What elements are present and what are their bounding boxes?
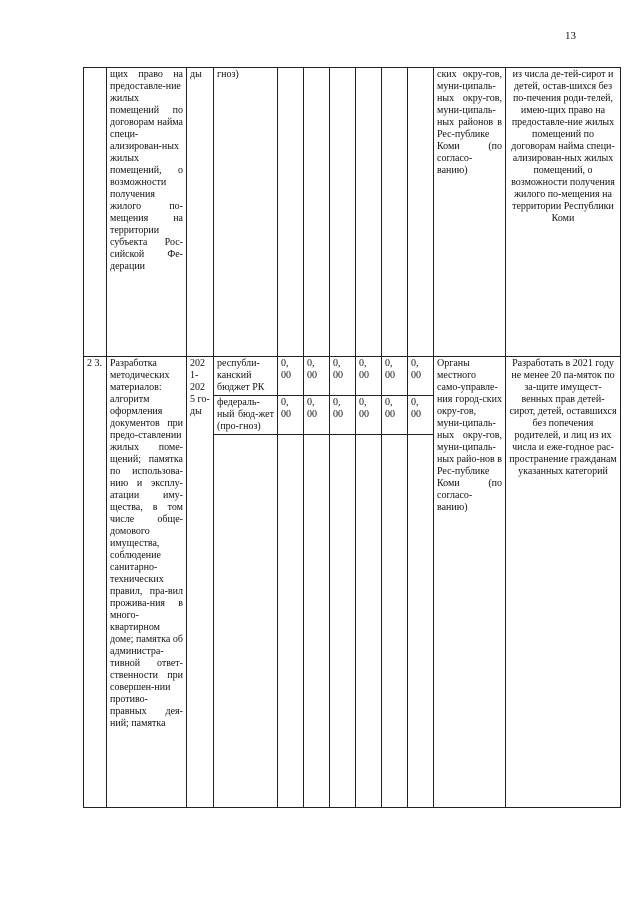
period: 202 1-202 5 го-ды [187, 357, 214, 808]
value-cell: 0, 00 [304, 357, 330, 396]
funding-source-fed: федераль-ный бюд-жет (про-гноз) [214, 396, 278, 435]
page-number: 13 [565, 30, 576, 42]
row-number [84, 68, 107, 357]
expected-result: из числа де-тей-сирот и детей, остав-шихся без по-печения роди-телей, имею-щих право на предоставле-ние жилых помещений по договорам найма специ-ализирован-ных жилых помещений, о возможности получения жилого по-мещения на территории Республики Коми [506, 68, 621, 357]
value-cell: 0, 00 [356, 357, 382, 396]
measure-name: щих право на предоставле-ние жилых помещений по договорам найма специ-ализирован-ных жилых помещений, о возможности получения жилого по-мещения на территории субъекта Рос-сийской Фе-дерации [107, 68, 187, 357]
value-cell: 0, 00 [304, 396, 330, 435]
value-cell: 0, 00 [278, 396, 304, 435]
value-cell: 0, 00 [382, 396, 408, 435]
measure-name: Разработка методических материалов: алгоритм оформления документов при предо-ставлении жилых поме-щений; памятка по использова-нию и эксплу-атации иму-щества, в том числе обще-домового имущества, соблюдение санитарно-технических правил, пра-вил прожива-ния в много-квартирном доме; памятка об администра-тивной ответ-ственности при совершен-нии противо-правных дея-ний; памятка [107, 357, 187, 808]
value-cell: 0, 00 [278, 357, 304, 396]
executor: ских окру-гов, муни-ципаль-ных окру-гов, муни-ципаль-ных районов в Рес-публике Коми (по согласо-ванию) [434, 68, 506, 357]
table-row [84, 68, 621, 357]
value-cell: 0, 00 [356, 396, 382, 435]
program-table [83, 67, 621, 808]
value-cell: 0, 00 [330, 396, 356, 435]
value-cell: 0, 00 [408, 396, 434, 435]
executor: Органы местного само-управле-ния город-ских окру-гов, муни-ципаль-ных окру-гов, муни-ципаль-ных райо-нов в Рес-публике Коми (по согласо-ванию) [434, 357, 506, 808]
value-cell: 0, 00 [382, 357, 408, 396]
value-cell: 0, 00 [330, 357, 356, 396]
expected-result: Разработать в 2021 году не менее 20 па-мяток по за-щите имущест-венных прав детей-сирот, детей, оставшихся без попечения родителей, и лиц из их числа и еже-годное рас-пространение гражданам указанных категорий [506, 357, 621, 808]
funding-source: гноз) [214, 68, 278, 357]
period: ды [187, 68, 214, 357]
funding-source-rk: республи-канский бюджет РК [214, 357, 278, 396]
row-number: 2 3. [84, 357, 107, 808]
table-row [84, 357, 621, 396]
value-cell: 0, 00 [408, 357, 434, 396]
